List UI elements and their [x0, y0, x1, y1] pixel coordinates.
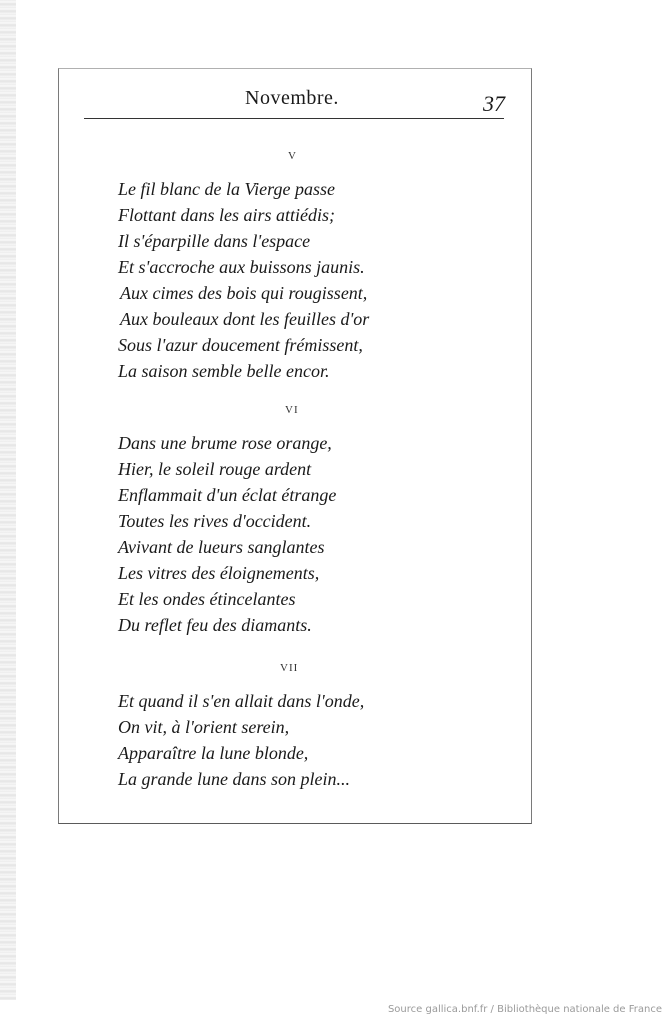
verse-line: Toutes les rives d'occident. — [118, 511, 312, 531]
verse-line: Flottant dans les airs attiédis; — [118, 205, 336, 225]
verse-line: Enflammait d'un éclat étrange — [118, 485, 337, 505]
header-rule — [84, 118, 504, 119]
page-number: 37 — [483, 91, 505, 116]
verse-line: Le fil blanc de la Vierge passe — [118, 179, 335, 199]
verse-line: Apparaître la lune blonde, — [118, 743, 309, 763]
verse-line: Et s'accroche aux buissons jaunis. — [118, 257, 365, 277]
verse-line: Du reflet feu des diamants. — [118, 615, 312, 635]
verse-line: La saison semble belle encor. — [118, 361, 330, 381]
verse-line: Aux cimes des bois qui rougissent, — [120, 283, 368, 303]
running-header-title: Novembre. — [245, 87, 339, 109]
stanza-numeral-vi: VI — [285, 404, 299, 416]
verse-line: Aux bouleaux dont les feuilles d'or — [120, 309, 370, 329]
verse-line: Il s'éparpille dans l'espace — [118, 231, 311, 251]
verse-line: Et les ondes étincelantes — [118, 589, 296, 609]
scanned-binding-edge — [0, 0, 16, 1000]
verse-line: Et quand il s'en allait dans l'onde, — [118, 691, 365, 711]
verse-line: La grande lune dans son plein... — [118, 769, 350, 789]
source-attribution: Source gallica.bnf.fr / Bibliothèque nationale de France — [387, 1004, 662, 1015]
verse-line: Les vitres des éloignements, — [118, 563, 320, 583]
verse-line: Avivant de lueurs sanglantes — [118, 537, 325, 557]
stanza-v — [118, 176, 369, 384]
stanza-vii — [118, 688, 364, 792]
stanza-vi — [118, 430, 336, 638]
verse-line: Sous l'azur doucement frémissent, — [118, 335, 363, 355]
stanza-numeral-vii: VII — [280, 662, 299, 674]
stanza-numeral-v: V — [288, 150, 297, 162]
verse-line: Dans une brume rose orange, — [118, 433, 332, 453]
verse-line: Hier, le soleil rouge ardent — [118, 459, 312, 479]
verse-line: On vit, à l'orient serein, — [118, 717, 290, 737]
